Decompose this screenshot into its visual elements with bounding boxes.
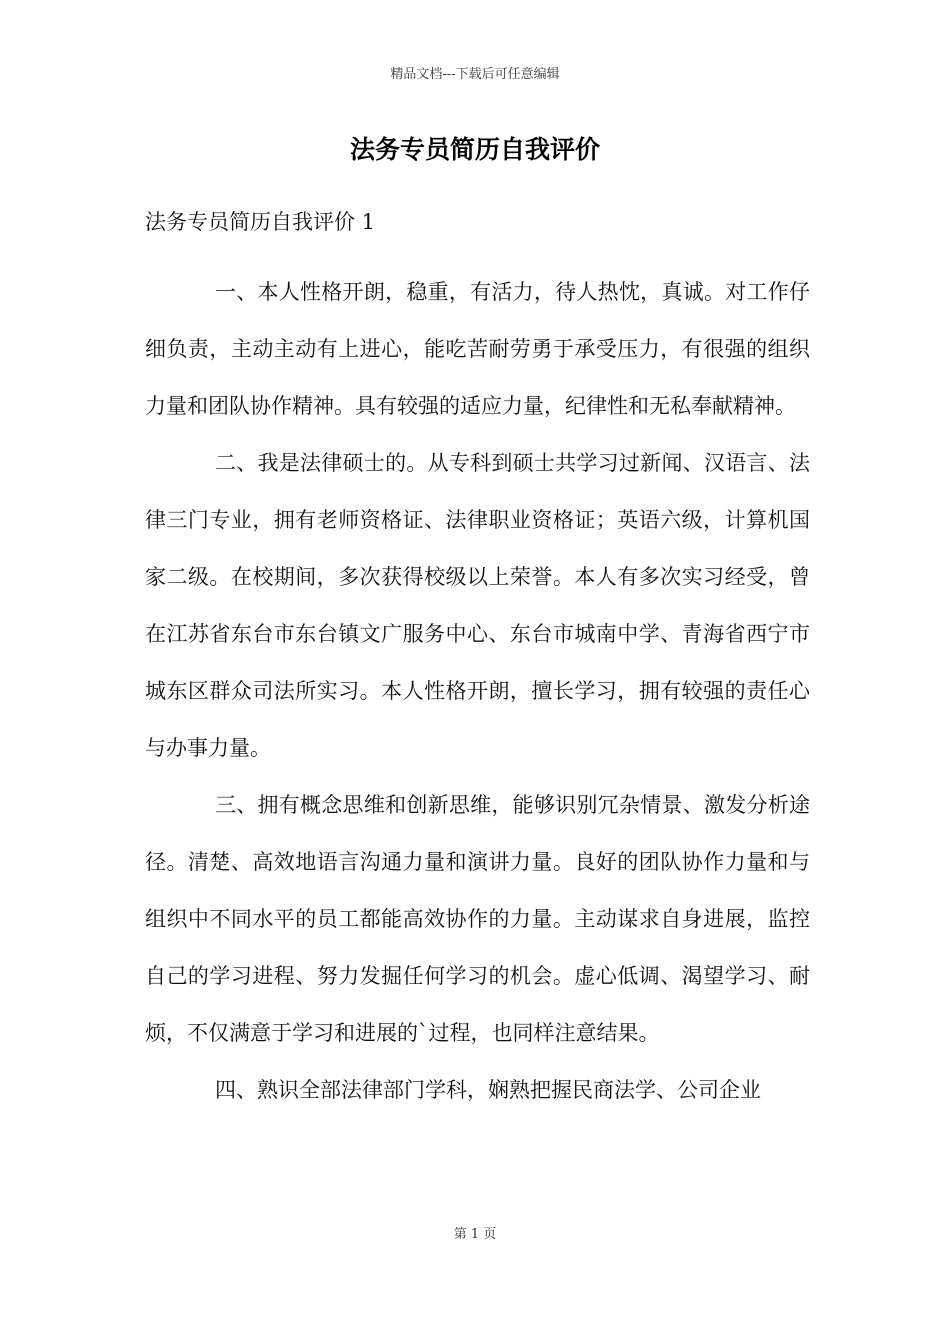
page-header: 精品文档---下载后可任意编辑 (390, 67, 560, 82)
section-subtitle: 法务专员简历自我评价 1 (145, 210, 376, 234)
document-title: 法务专员简历自我评价 (349, 135, 600, 164)
paragraph-3: 三、拥有概念思维和创新思维，能够识别冗杂情景、激发分析途径。清楚、高效地语言沟通力量和演讲力量。良好的团队协作力量和与组织中不同水平的员工都能高效协作的力量。主动谋求自身进展，监控自己的学习进程、努力发掘任何学习的机会。虚心低调、渴望学习、耐烦，不仅满意于学习和进展的`过程，也同样注意结果。 (145, 793, 810, 1045)
paragraph-2: 二、我是法律硕士的。从专科到硕士共学习过新闻、汉语言、法律三门专业，拥有老师资格证、法律职业资格证；英语六级，计算机国家二级。在校期间，多次获得校级以上荣誉。本人有多次实习经受，曾在江苏省东台市东台镇文广服务中心、东台市城南中学、青海省西宁市城东区群众司法所实习。本人性格开朗，擅长学习，拥有较强的责任心与办事力量。 (145, 451, 810, 760)
paragraph-1: 一、本人性格开朗，稳重，有活力，待人热忱，真诚。对工作仔细负责，主动主动有上进心，能吃苦耐劳勇于承受压力，有很强的组织力量和团队协作精神。具有较强的适应力量，纪律性和无私奉献精神。 (145, 280, 810, 418)
page-footer: 第 1 页 (453, 1227, 497, 1242)
paragraph-4: 四、熟识全部法律部门学科，娴熟把握民商法学、公司企业 (215, 1078, 761, 1102)
document-body (145, 202, 810, 1119)
